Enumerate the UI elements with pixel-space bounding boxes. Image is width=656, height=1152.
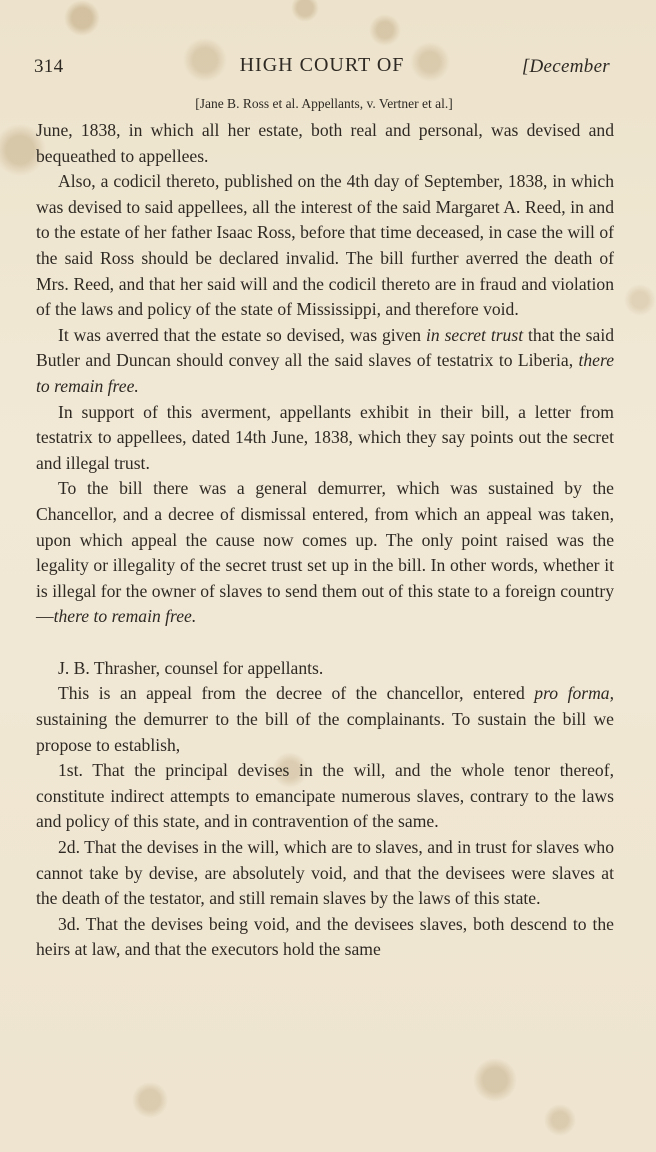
paragraph-text: To the bill there was a general demurrer, which was sustained by the Chancellor, and a decree of dismissal entered, from which an appeal was taken, upon which appeal the cause now comes up. The only point raised was the legality or illegality of the secret trust set up in the bill. In other words, whether it is illegal for the owner of slaves to send them out of this state to a foreign country—: [36, 478, 614, 627]
paragraph: 2d. That the devises in the will, which are to slaves, and in trust for slaves who cannot take by devise, are absolutely void, and that the devisees were slaves at the death of the testator, and still remain slaves by the laws of this state.: [36, 837, 614, 909]
court-title: HIGH COURT OF: [239, 54, 405, 76]
page-number: 314: [34, 56, 64, 77]
paragraph: [36, 681, 614, 758]
paragraph-text: sustaining the demurrer to the bill of the complainants. To sustain the bill we propose to establish,: [36, 709, 614, 755]
counsel-line: J. B. Thrasher, counsel for appellants.: [58, 657, 324, 678]
paragraph: June, 1838, in which all her estate, both real and personal, was devised and bequeathed to appellees.: [36, 120, 614, 166]
running-head: [34, 52, 610, 82]
paragraph: 1st. That the principal devises in the will, and the whole tenor thereof, constitute indirect attempts to emancipate numerous slaves, contrary to the laws and policy of this state, and in contravention of the same.: [36, 760, 614, 832]
italic-phrase: there to remain free.: [36, 350, 614, 396]
italic-phrase: there to remain free.: [53, 606, 197, 627]
paragraph: [36, 323, 614, 400]
italic-phrase: pro forma,: [534, 683, 614, 704]
page-body: [36, 118, 614, 963]
paragraph: 3d. That the devises being void, and the devisees slaves, both descend to the heirs at law, and that the executors hold the same: [36, 913, 614, 960]
paragraph: In support of this averment, appellants exhibit in their bill, a letter from testatrix to appellees, dated 14th June, 1838, which they say points out the secret and illegal trust.: [36, 401, 614, 473]
case-caption: [Jane B. Ross et al. Appellants, v. Vertner et al.]: [195, 96, 453, 111]
month-label: [December: [521, 56, 610, 77]
italic-phrase: in secret trust: [425, 324, 524, 345]
paragraph-text: This is an appeal from the decree of the chancellor, entered: [58, 683, 535, 704]
paragraph-text: It was averred that the estate so devised, was given: [58, 324, 426, 345]
paragraph: [36, 476, 614, 630]
paragraph: Also, a codicil thereto, published on the 4th day of September, 1838, in which was devised to said appellees, all the interest of the said Margaret A. Reed, in and to the estate of her father Isaac Ross, before that time deceased, in case the will of the said Ross should be declared invalid. The bill further averred the death of Mrs. Reed, and that her said will and the codicil thereto are in fraud and violation of the laws and policy of the state of Mississippi, and therefore void.: [36, 171, 614, 320]
paragraph-text: that the said Butler and Duncan should convey all the said slaves of testatrix to Liberia,: [36, 324, 614, 371]
